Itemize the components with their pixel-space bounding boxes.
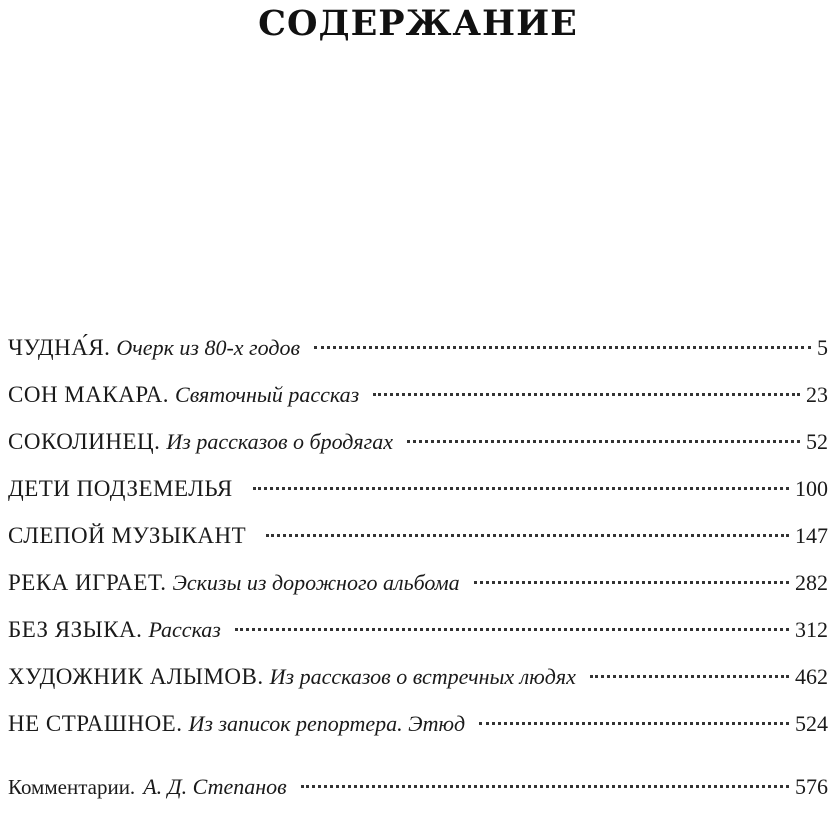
entry-title: СОКОЛИНЕЦ. bbox=[8, 429, 161, 454]
entry-subtitle: Эскизы из дорожного альбома bbox=[172, 570, 460, 595]
entry-subtitle: Очерк из 80-х годов bbox=[116, 335, 301, 360]
entry-page-number: 100 bbox=[795, 476, 828, 501]
dot-leader bbox=[235, 628, 789, 631]
toc-entry[interactable] bbox=[8, 565, 828, 612]
toc-entry[interactable] bbox=[8, 471, 828, 518]
entry-title: Комментарии. bbox=[8, 775, 136, 799]
entry-page-number: 147 bbox=[795, 523, 828, 548]
toc-entry-comments[interactable] bbox=[8, 769, 828, 816]
dot-leader bbox=[590, 675, 789, 678]
entry-subtitle: Из рассказов о встречных людях bbox=[269, 664, 576, 689]
dot-leader bbox=[314, 346, 811, 349]
entry-page-number: 462 bbox=[795, 664, 828, 689]
entry-page-number: 312 bbox=[795, 617, 828, 642]
entry-title: ЧУДНА́Я. bbox=[8, 335, 111, 360]
entry-title: ДЕТИ ПОДЗЕМЕЛЬЯ bbox=[8, 476, 233, 501]
dot-leader bbox=[266, 534, 789, 537]
entry-title: СЛЕПОЙ МУЗЫКАНТ bbox=[8, 523, 247, 548]
dot-leader bbox=[253, 487, 789, 490]
toc-entry[interactable] bbox=[8, 377, 828, 424]
table-of-contents bbox=[8, 330, 828, 816]
entry-page-number: 524 bbox=[795, 711, 828, 736]
entry-page-number: 282 bbox=[795, 570, 828, 595]
entry-title: РЕКА ИГРАЕТ. bbox=[8, 570, 167, 595]
dot-leader bbox=[474, 581, 789, 584]
entry-page-number: 576 bbox=[795, 774, 828, 799]
entry-page-number: 5 bbox=[817, 335, 828, 360]
toc-entry[interactable] bbox=[8, 659, 828, 706]
page-title: СОДЕРЖАНИЕ bbox=[258, 3, 578, 44]
entry-title: ХУДОЖНИК АЛЫМОВ. bbox=[8, 664, 264, 689]
dot-leader bbox=[373, 393, 800, 396]
entry-title: НЕ СТРАШНОЕ. bbox=[8, 711, 183, 736]
dot-leader bbox=[301, 785, 789, 788]
entry-page-number: 52 bbox=[806, 429, 828, 454]
entry-subtitle: Рассказ bbox=[148, 617, 221, 642]
entry-subtitle: А. Д. Степанов bbox=[143, 774, 287, 799]
toc-entry[interactable] bbox=[8, 706, 828, 753]
entry-title: БЕЗ ЯЗЫКА. bbox=[8, 617, 143, 642]
toc-entry[interactable] bbox=[8, 330, 828, 377]
toc-entry[interactable] bbox=[8, 424, 828, 471]
entry-subtitle: Святочный рассказ bbox=[175, 382, 360, 407]
entry-page-number: 23 bbox=[806, 382, 828, 407]
dot-leader bbox=[407, 440, 800, 443]
entry-subtitle: Из записок репортера. Этюд bbox=[188, 711, 466, 736]
toc-entry[interactable] bbox=[8, 612, 828, 659]
entry-subtitle: Из рассказов о бродягах bbox=[166, 429, 393, 454]
entry-title: СОН МАКАРА. bbox=[8, 382, 170, 407]
dot-leader bbox=[479, 722, 789, 725]
toc-entry[interactable] bbox=[8, 518, 828, 565]
